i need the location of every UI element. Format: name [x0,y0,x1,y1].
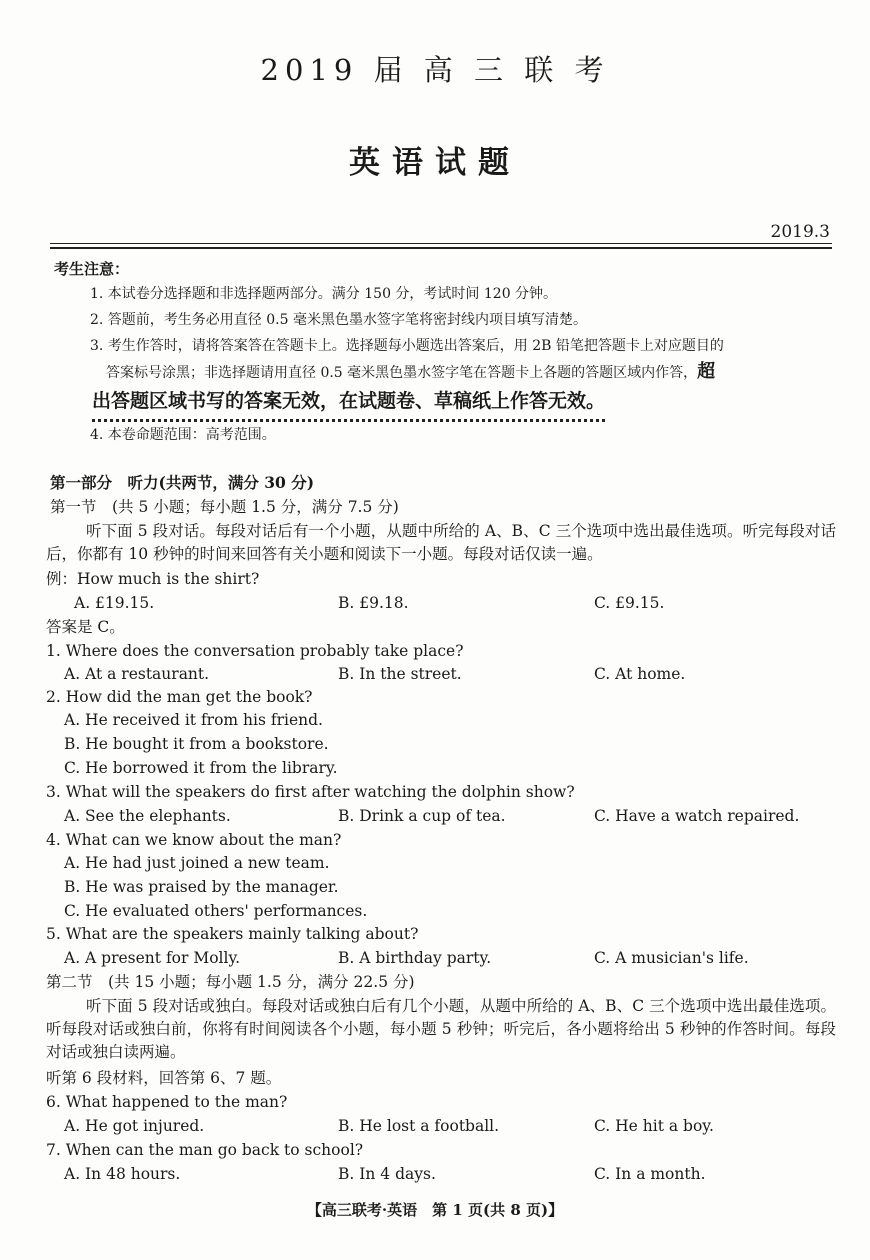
question-7: 7. When can the man go back to school? [46,1141,364,1159]
question-3: 3. What will the speakers do first after watching the dolphin show? [46,783,575,801]
question-6: 6. What happened to the man? [46,1093,288,1111]
part-heading: 第一部分 听力(共两节，满分 30 分) [50,473,315,492]
question-1-option-a: A. At a restaurant. [64,665,210,683]
notice-item-3-strong-start: 超 [697,361,716,382]
notice-item-3-text: 答案标号涂黑；非选择题请用直径 0.5 毫米黑色墨水签字笔在答题卡上各题的答题区域内作答， [106,365,698,381]
question-1-option-b: B. In the street. [338,665,462,683]
question-5-option-c: C. A musician's life. [594,949,749,967]
question-6-option-b: B. He lost a football. [338,1117,500,1135]
question-2-option-b: B. He bought it from a bookstore. [64,735,329,753]
page-footer: 【高三联考·英语 第 1 页(共 8 页)】 [306,1201,564,1219]
notice-item-3-line-2 [106,362,715,383]
question-5: 5. What are the speakers mainly talking about? [46,925,419,943]
question-6-option-a: A. He got injured. [64,1117,205,1135]
question-1-option-c: C. At home. [594,665,686,683]
section-1-heading: 第一节 (共 5 小题；每小题 1.5 分，满分 7.5 分) [50,498,399,516]
example-option-b: B. £9.18. [338,594,409,612]
notice-item-2: 2. 答题前，考生务必用直径 0.5 毫米黑色墨水签字笔将密封线内项目填写清楚。 [90,312,587,328]
question-1: 1. Where does the conversation probably take place? [46,642,464,660]
divider-thick [50,247,832,249]
notice-item-1: 1. 本试卷分选择题和非选择题两部分。满分 150 分，考试时间 120 分钟。 [90,286,558,302]
exam-subtitle: 英语试题 [349,145,521,181]
notice-item-3-line-1: 3. 考生作答时，请将答案答在答题卡上。选择题每小题选出答案后，用 2B 铅笔把答题卡上对应题目的 [90,338,724,354]
divider-thin [50,243,832,244]
question-4: 4. What can we know about the man? [46,831,342,849]
question-7-option-c: C. In a month. [594,1165,706,1183]
question-4-option-c: C. He evaluated others' performances. [64,902,368,920]
notice-heading: 考生注意： [54,260,130,278]
question-4-option-b: B. He was praised by the manager. [64,878,339,896]
question-2: 2. How did the man get the book? [46,688,313,706]
question-6-option-c: C. He hit a boy. [594,1117,714,1135]
notice-warning: 出答题区域书写的答案无效，在试题卷、草稿纸上作答无效。 [92,386,605,422]
notice-item-4: 4. 本卷命题范围：高考范围。 [90,427,276,443]
section-1-instructions: 听下面 5 段对话。每段对话后有一个小题，从题中所给的 A、B、C 三个选项中选出最佳选项。听完每段对话后，你都有 10 秒钟的时间来回答有关小题和阅读下一小题。每段对话仅读一遍。 [46,522,836,563]
exam-date: 2019.3 [770,222,830,242]
question-2-option-c: C. He borrowed it from the library. [64,759,338,777]
question-3-option-c: C. Have a watch repaired. [594,807,800,825]
section-2-instructions: 听下面 5 段对话或独白。每段对话或独白后有几个小题，从题中所给的 A、B、C 三个选项中选出最佳选项。听每段对话或独白前，你将有时间阅读各个小题，每小题 5 秒钟；听完后，各小题将给出 5 秒钟的作答时间。每段对话或独白读两遍。 [46,997,836,1061]
example-question: 例：How much is the shirt? [46,570,260,588]
exam-title: 2019 届 高 三 联 考 [260,53,610,87]
example-option-c: C. £9.15. [594,594,665,612]
question-3-option-a: A. See the elephants. [64,807,231,825]
question-7-option-a: A. In 48 hours. [64,1165,181,1183]
question-7-option-b: B. In 4 days. [338,1165,436,1183]
question-2-option-a: A. He received it from his friend. [64,711,323,729]
question-3-option-b: B. Drink a cup of tea. [338,807,506,825]
material-6-heading: 听第 6 段材料，回答第 6、7 题。 [46,1069,282,1087]
question-4-option-a: A. He had just joined a new team. [64,854,330,872]
section-2-heading: 第二节 (共 15 小题；每小题 1.5 分，满分 22.5 分) [46,973,415,991]
example-option-a: A. £19.15. [74,594,155,612]
question-5-option-b: B. A birthday party. [338,949,492,967]
example-answer: 答案是 C。 [46,618,125,636]
question-5-option-a: A. A present for Molly. [64,949,241,967]
